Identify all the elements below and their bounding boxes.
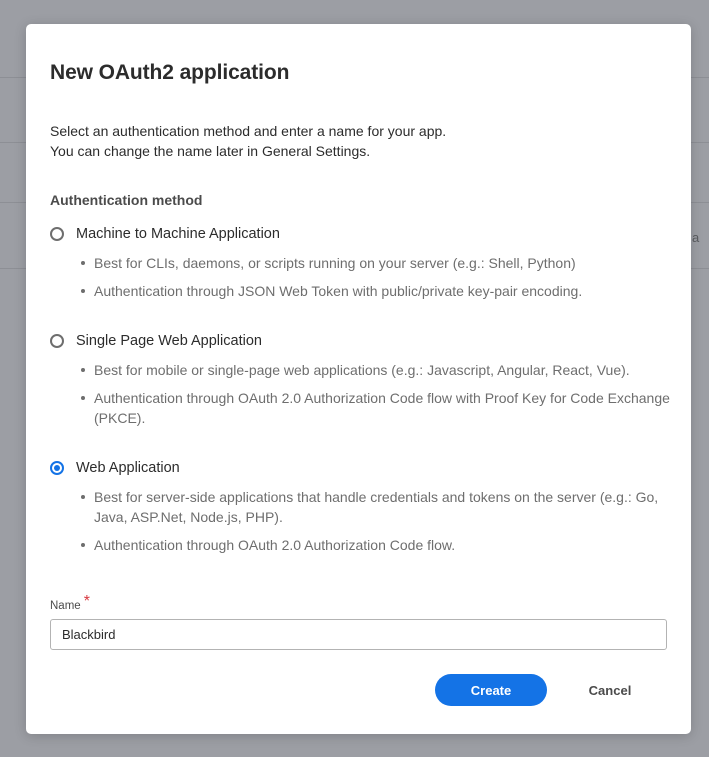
auth-method-label: Authentication method — [50, 192, 203, 208]
option-label[interactable]: Web Application — [76, 460, 180, 476]
cancel-button[interactable]: Cancel — [566, 674, 654, 706]
option-details — [50, 253, 670, 301]
create-button[interactable]: Create — [435, 674, 547, 706]
option-bullet: Authentication through JSON Web Token with public/private key-pair encoding. — [50, 281, 670, 301]
option-single-page-web-app — [50, 330, 670, 428]
option-bullet: Best for CLIs, daemons, or scripts running on your server (e.g.: Shell, Python) — [50, 253, 670, 273]
name-field-label — [50, 593, 90, 614]
name-input[interactable] — [50, 619, 667, 650]
description-line: You can change the name later in General Settings. — [50, 143, 371, 159]
new-oauth2-dialog — [26, 24, 691, 734]
option-bullet: Best for mobile or single-page web applications (e.g.: Javascript, Angular, React, Vue). — [50, 360, 670, 380]
radio-button-icon[interactable] — [50, 334, 64, 348]
name-label-text: Name — [50, 600, 81, 612]
option-web-application — [50, 457, 670, 555]
option-bullet: Best for server-side applications that handle credentials and tokens on the server (e.g.: Go, Java, ASP.Net, Node.js, PHP). — [50, 487, 670, 527]
option-label[interactable]: Single Page Web Application — [76, 333, 262, 349]
required-asterisk: * — [83, 593, 90, 610]
background-partial-text: a — [692, 230, 700, 245]
dialog-description — [50, 121, 446, 161]
radio-button-selected-icon[interactable] — [50, 461, 64, 475]
dialog-title: New OAuth2 application — [50, 61, 290, 84]
radio-single-page-web-app[interactable] — [50, 330, 670, 352]
option-machine-to-machine — [50, 223, 670, 301]
option-bullet: Authentication through OAuth 2.0 Authorization Code flow. — [50, 535, 670, 555]
option-details — [50, 487, 670, 555]
option-details — [50, 360, 670, 428]
radio-button-icon[interactable] — [50, 227, 64, 241]
radio-machine-to-machine[interactable] — [50, 223, 670, 245]
option-label[interactable]: Machine to Machine Application — [76, 226, 280, 242]
option-bullet: Authentication through OAuth 2.0 Authorization Code flow with Proof Key for Code Exchange (PKCE). — [50, 388, 670, 428]
radio-web-application[interactable] — [50, 457, 670, 479]
description-line: Select an authentication method and enter a name for your app. — [50, 123, 447, 139]
